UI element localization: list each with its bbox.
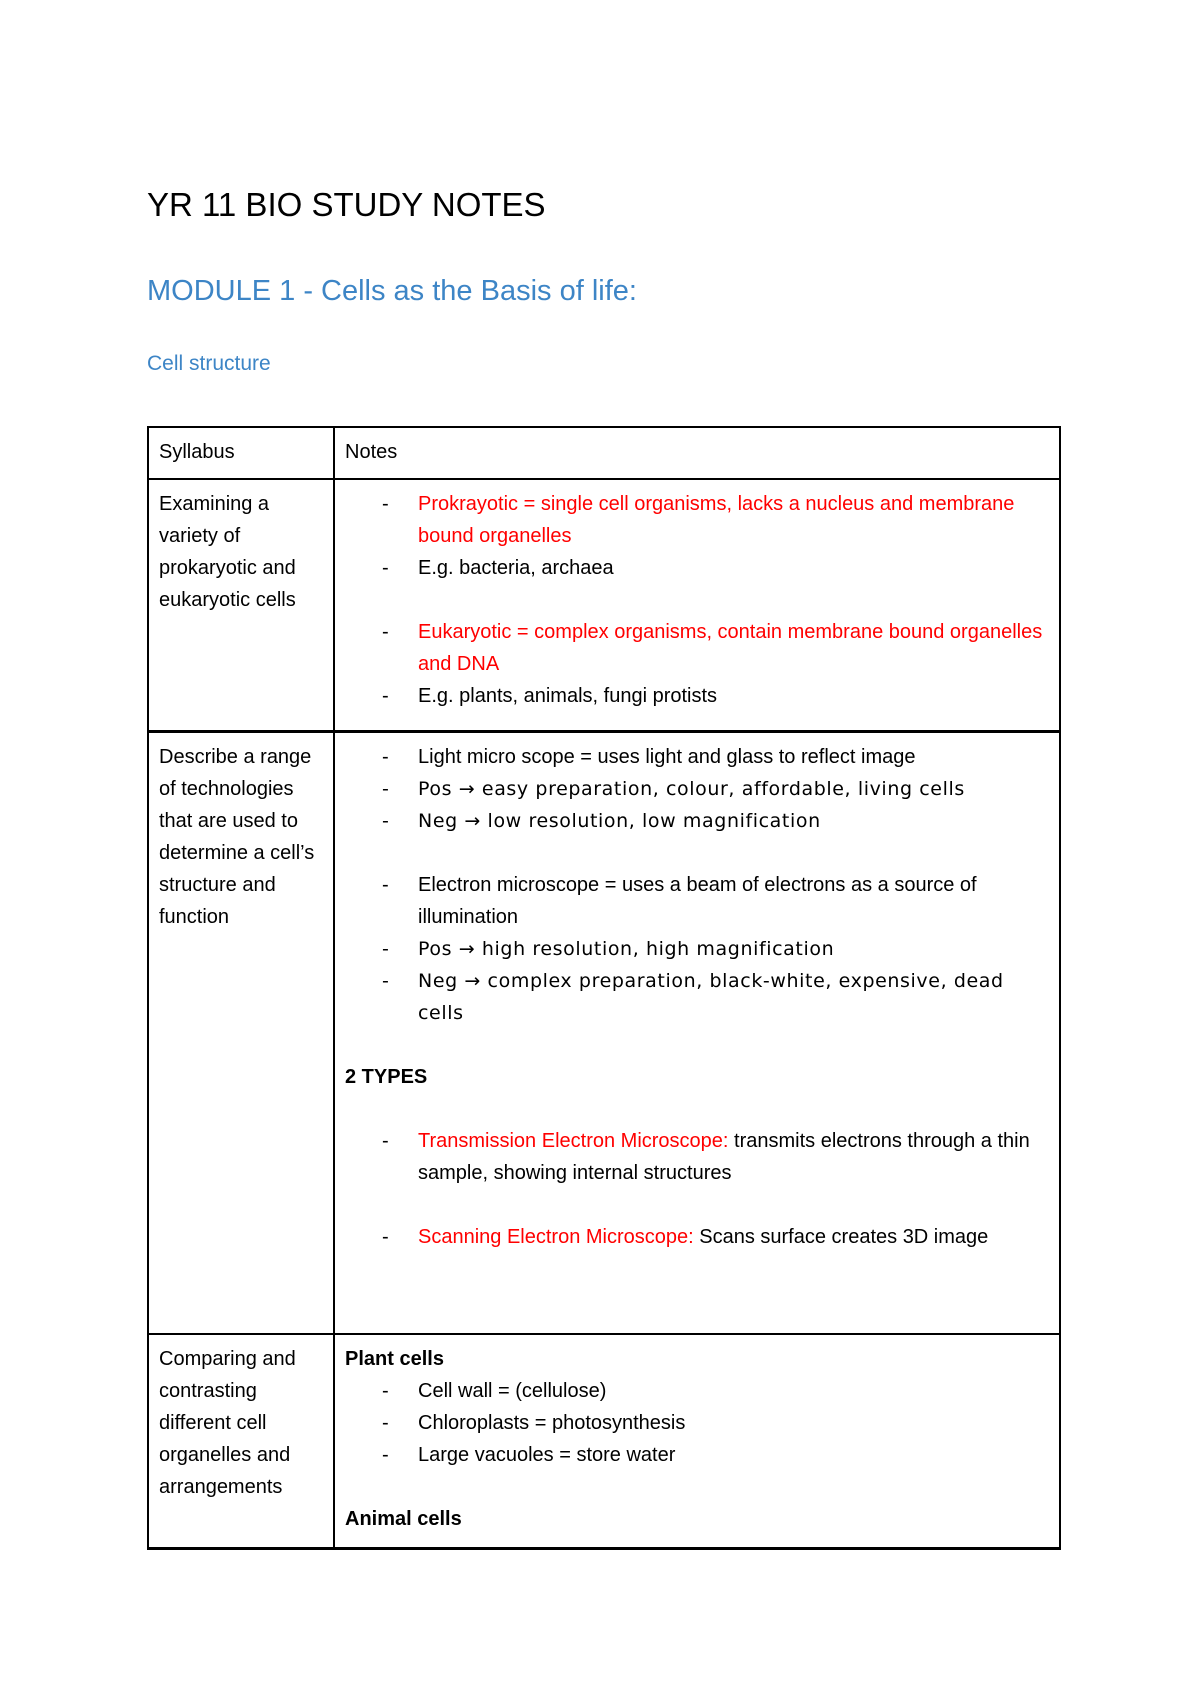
notes-list xyxy=(345,869,1049,1029)
notes-list xyxy=(345,1125,1049,1189)
syllabus-cell: Comparing and contrasting different cell organelles and arrangements xyxy=(148,1334,334,1549)
type-label: Scanning Electron Microscope: xyxy=(418,1226,694,1248)
document-title: YR 11 BIO STUDY NOTES xyxy=(147,186,546,223)
list-item: - Light micro scope = uses light and glass to reflect image xyxy=(345,741,1049,773)
syllabus-cell: Describe a range of technologies that are used to determine a cell’s structure and function xyxy=(148,732,334,1335)
syllabus-cell: Examining a variety of prokaryotic and eukaryotic cells xyxy=(148,479,334,732)
header-syllabus: Syllabus xyxy=(148,427,334,479)
list-item: - Large vacuoles = store water xyxy=(345,1439,1049,1471)
list-item: - Pos → easy preparation, colour, affordable, living cells xyxy=(345,773,1049,805)
notes-list xyxy=(345,741,1049,837)
list-item: - Pos → high resolution, high magnification xyxy=(345,933,1049,965)
list-item: - Eukaryotic = complex organisms, contain membrane bound organelles and DNA xyxy=(345,616,1049,680)
table-header-row xyxy=(148,427,1060,479)
notes-table xyxy=(147,426,1061,1550)
animal-cells-heading: Animal cells xyxy=(345,1508,462,1530)
module-heading: MODULE 1 - Cells as the Basis of life: xyxy=(147,275,637,307)
section-heading: Cell structure xyxy=(147,352,271,375)
type-description: transmits electrons through a thin sample, showing internal structures xyxy=(418,1130,1030,1184)
table-row xyxy=(148,479,1060,732)
plant-cells-heading: Plant cells xyxy=(345,1348,444,1370)
list-item: - Neg → complex preparation, black-white, expensive, dead cells xyxy=(345,965,1049,1029)
list-item xyxy=(345,1221,1049,1253)
list-item: - Cell wall = (cellulose) xyxy=(345,1375,1049,1407)
list-item: - Neg → low resolution, low magnification xyxy=(345,805,1049,837)
notes-cell xyxy=(334,479,1060,732)
list-item: - Chloroplasts = photosynthesis xyxy=(345,1407,1049,1439)
table-row xyxy=(148,1334,1060,1549)
notes-list xyxy=(345,488,1049,584)
notes-list xyxy=(345,616,1049,712)
type-description: Scans surface creates 3D image xyxy=(693,1226,989,1248)
type-label: Transmission Electron Microscope: xyxy=(418,1130,729,1152)
table-row xyxy=(148,732,1060,1335)
list-item: - Prokrayotic = single cell organisms, lacks a nucleus and membrane bound organelles xyxy=(345,488,1049,552)
list-item: - Electron microscope = uses a beam of electrons as a source of illumination xyxy=(345,869,1049,933)
types-subheading: 2 TYPES xyxy=(345,1066,428,1088)
notes-list xyxy=(345,1375,1049,1471)
notes-cell xyxy=(334,732,1060,1335)
header-notes: Notes xyxy=(334,427,1060,479)
notes-list xyxy=(345,1221,1049,1253)
notes-cell xyxy=(334,1334,1060,1549)
list-item: - E.g. plants, animals, fungi protists xyxy=(345,680,1049,712)
list-item: - E.g. bacteria, archaea xyxy=(345,552,1049,584)
list-item xyxy=(345,1125,1049,1189)
